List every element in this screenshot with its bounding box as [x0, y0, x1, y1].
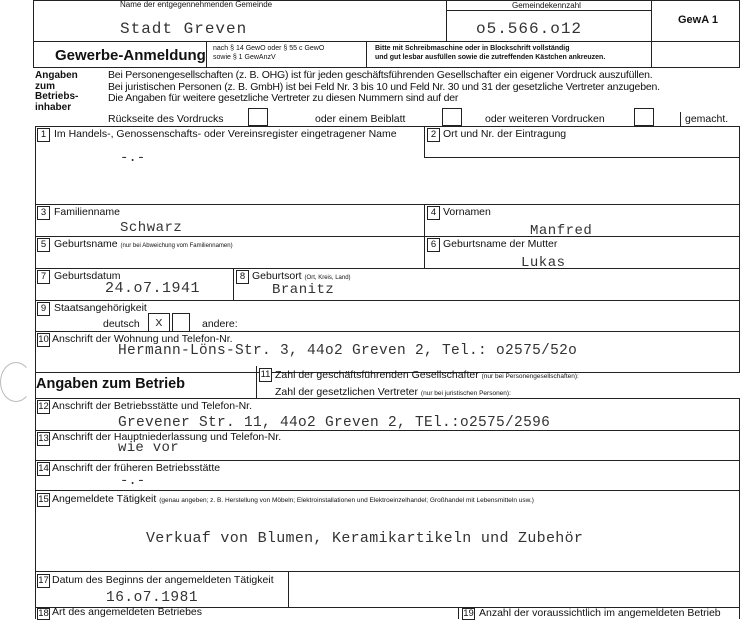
field-18-number: 18 — [38, 608, 49, 619]
field-11-label-b — [275, 386, 511, 398]
field-9-label: Staatsangehörigkeit — [54, 302, 147, 314]
legal-ref-line2: sowie § 1 GewAnzV — [213, 54, 276, 61]
owner-text-line2: Bei juristischen Personen (z. B. GmbH) ist bei Feld Nr. 3 bis 10 und Feld Nr. 30 und 31 der gesetzliche Vertreter anzugeben. — [108, 80, 660, 93]
owner-title-line1: Angaben — [35, 70, 78, 81]
header-bottom-line — [33, 67, 740, 68]
grid-line-460 — [35, 460, 740, 461]
punch-hole-mark — [0, 362, 32, 402]
field-5-number: 5 — [37, 238, 50, 252]
field-13-value: wie vor — [118, 440, 179, 456]
owner-title-line2: zum — [35, 80, 55, 92]
field-11-note-a: (nur bei Personengesellschaften): — [481, 373, 579, 380]
field-11-label-b-text: Zahl der gesetzlichen Vertreter — [275, 386, 418, 398]
field-11-note-b: (nur bei juristischen Personen): — [420, 390, 511, 397]
nationality-german-checkbox[interactable] — [148, 313, 170, 332]
field-13-label: Anschrift der Hauptniederlassung und Telefon-Nr. — [52, 431, 282, 443]
option-end-divider — [680, 112, 681, 126]
field-1-number: 1 — [37, 128, 50, 142]
field-19-label: Anzahl der voraussichtlich im angemeldeten Betrieb — [479, 607, 721, 619]
owner-text-line3: Die Angaben für weitere gesetzliche Vertreter zu diesen Nummern sind auf der — [108, 92, 459, 104]
municipality-value: Stadt Greven — [120, 20, 248, 38]
nationality-german-mark: x — [155, 315, 163, 330]
option-back-label: Rückseite des Vordrucks — [108, 113, 224, 125]
owner-title-line4: inhaber — [35, 101, 72, 113]
field-14-number: 14 — [38, 463, 49, 474]
grid-line-204 — [35, 204, 740, 205]
field-15-note: (genau angeben; z. B. Herstellung von Möbeln; Elektroinstallationen und Elektroeinzelhandel; Großhandel mit Lebensmitteln usw.) — [159, 497, 534, 504]
field-4-value: Manfred — [530, 223, 593, 239]
option-sheet-label: oder einem Beiblatt — [315, 113, 406, 125]
field-4-number: 4 — [427, 206, 440, 220]
field-4-label: Vornamen — [443, 206, 491, 218]
grid-line-571 — [35, 571, 740, 572]
header-code-label-line — [446, 10, 651, 11]
f2-bottom-line — [424, 157, 739, 158]
header-divider-2 — [651, 0, 652, 67]
field-15-value: Verkuaf von Blumen, Keramikartikeln und Zubehör — [146, 530, 584, 547]
divider-f17 — [288, 571, 289, 607]
owner-section-title — [35, 71, 78, 113]
field-17-number: 17 — [38, 575, 49, 586]
grid-line-126 — [35, 126, 740, 127]
field-5-label-text: Geburtsname — [54, 238, 118, 250]
field-3-number: 3 — [37, 206, 50, 220]
field-11-number: 11 — [260, 369, 271, 380]
nationality-german-label: deutsch — [103, 318, 140, 330]
field-3-label: Familienname — [54, 206, 120, 218]
municipality-code-value: o5.566.o12 — [476, 20, 583, 38]
field-17-label: Datum des Beginns der angemeldeten Tätigkeit — [52, 574, 274, 586]
grid-line-331 — [35, 331, 740, 332]
owner-text-line1: Bei Personengesellschaften (z. B. OHG) ist für jeden geschäftsführenden Gesellschafter ein eigener Vordruck auszufüllen. — [108, 69, 653, 81]
field-8-label-text: Geburtsort — [252, 270, 302, 282]
divider-f7-f8 — [233, 268, 234, 300]
divider-f18-f19 — [458, 607, 459, 619]
header-left-border — [33, 0, 34, 67]
field-12-label: Anschrift der Betriebsstätte und Telefon-Nr. — [52, 400, 252, 412]
divider-f1-f2 — [424, 126, 425, 158]
field-7-value: 24.o7.1941 — [105, 280, 201, 297]
field-15-label — [52, 493, 534, 505]
field-7-number: 7 — [37, 270, 50, 284]
field-12-value: Grevener Str. 11, 44o2 Greven 2, TEl.:o2575/2596 — [118, 415, 551, 431]
header-divider-1 — [446, 0, 447, 41]
field-11-label-a-text: Zahl der geschäftsführenden Gesellschafter — [275, 369, 479, 381]
field-8-number: 8 — [236, 270, 249, 284]
field-1-label: Im Handels-, Genossenschafts- oder Vereinsregister eingetragener Name — [54, 128, 397, 140]
header-divider-3 — [206, 41, 207, 67]
field-6-number: 6 — [427, 238, 440, 252]
form-code: GewA 1 — [678, 14, 718, 26]
field-19-number: 19 — [463, 608, 474, 619]
field-8-note: (Ort, Kreis, Land) — [304, 275, 351, 281]
field-14-label: Anschrift der früheren Betriebsstätte — [52, 462, 221, 474]
field-18-label: Art des angemeldeten Betriebes — [52, 606, 203, 618]
field-3-value: Schwarz — [120, 220, 183, 236]
option-forms-label: oder weiteren Vordrucken — [485, 113, 605, 125]
field-13-number: 13 — [38, 433, 49, 444]
field-17-value: 16.o7.1981 — [106, 590, 199, 606]
instruction-line1: Bitte mit Schreibmaschine oder in Blockschrift vollständig — [375, 45, 570, 52]
municipality-label: Name der entgegennehmenden Gemeinde — [120, 0, 273, 9]
field-10-label: Anschrift der Wohnung und Telefon-Nr. — [52, 333, 233, 345]
business-section-title: Angaben zum Betrieb — [36, 376, 186, 392]
field-7-label: Geburtsdatum — [54, 270, 121, 282]
nationality-other-checkbox[interactable] — [172, 313, 190, 332]
field-8-label — [252, 270, 351, 282]
field-10-number: 10 — [38, 334, 49, 345]
instruction-line2: und gut lesbar ausfüllen sowie die zutreffenden Kästchen ankreuzen. — [375, 54, 606, 61]
field-5-note: (nur bei Abweichung vom Familiennamen) — [120, 243, 233, 249]
field-2-number: 2 — [427, 128, 440, 142]
field-5-label — [54, 238, 233, 250]
field-14-value: -.- — [120, 473, 146, 489]
divider-f11 — [256, 366, 257, 398]
field-1-value: -.- — [120, 150, 146, 166]
field-9-number: 9 — [37, 302, 50, 316]
grid-line-398 — [35, 398, 740, 399]
option-end-label: gemacht. — [685, 113, 729, 125]
legal-ref-line1: nach § 14 GewO oder § 55 c GewO — [213, 45, 325, 52]
field-10-value: Hermann-Löns-Str. 3, 44o2 Greven 2, Tel.: o2575/52o — [118, 343, 578, 359]
grid-line-490 — [35, 490, 740, 491]
nationality-other-label: andere: — [202, 318, 238, 330]
field-15-number: 15 — [38, 494, 49, 505]
header-divider-4 — [366, 41, 367, 67]
form-title: Gewerbe-Anmeldung — [55, 47, 206, 64]
field-2-label: Ort und Nr. der Eintragung — [443, 128, 567, 140]
municipality-code-label: Gemeindekennzahl — [512, 1, 581, 10]
grid-line-268 — [35, 268, 740, 269]
grid-line-236 — [35, 236, 740, 237]
grid-line-300 — [35, 300, 740, 301]
field-6-label: Geburtsname der Mutter — [443, 238, 558, 250]
field-8-value: Branitz — [272, 282, 335, 298]
field-6-value: Lukas — [521, 255, 566, 271]
header-mid-line — [33, 41, 740, 42]
field-15-label-text: Angemeldete Tätigkeit — [52, 493, 157, 505]
option-sheet-checkbox[interactable] — [442, 108, 462, 126]
field-11-label-a — [275, 369, 579, 381]
owner-instructions — [108, 70, 660, 105]
option-back-checkbox[interactable] — [248, 108, 268, 126]
field-12-number: 12 — [38, 401, 49, 412]
option-forms-checkbox[interactable] — [634, 108, 654, 126]
owner-title-line3: Betriebs- — [35, 91, 79, 102]
